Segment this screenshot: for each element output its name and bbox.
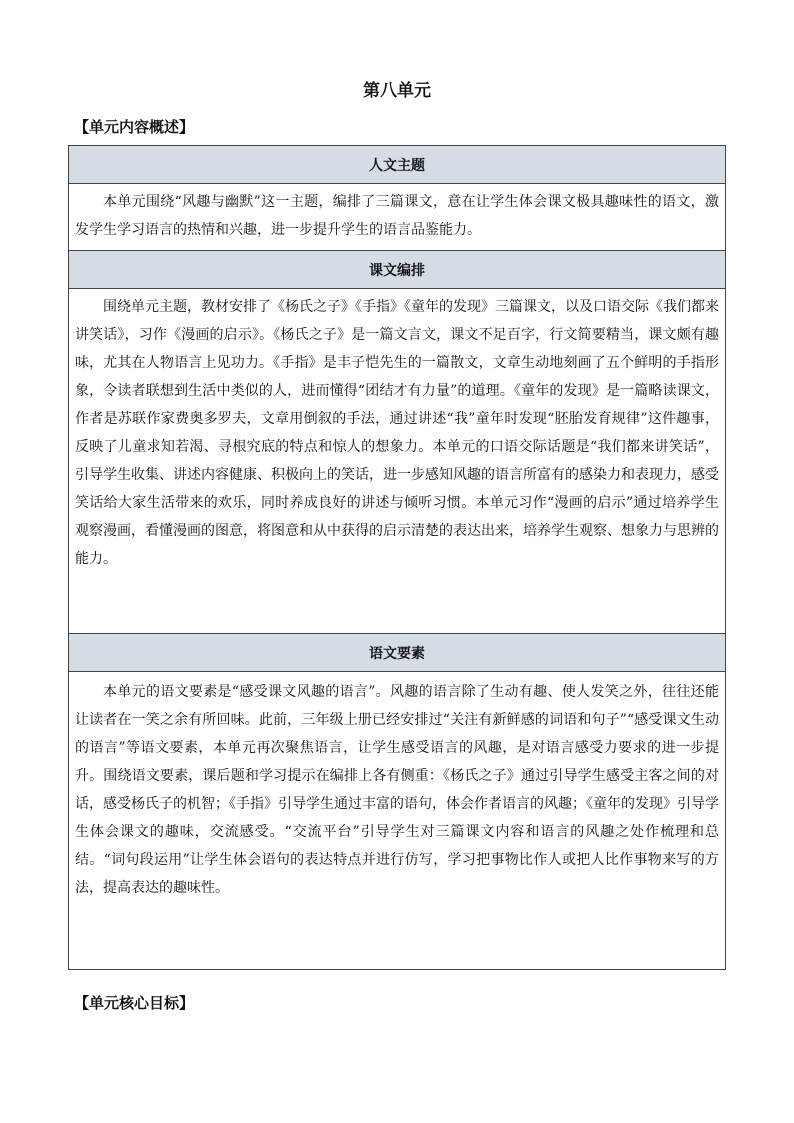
table-row (69, 146, 726, 184)
table-row (69, 184, 726, 251)
section-header-theme: 人文主题 (69, 146, 726, 184)
table-row (69, 289, 726, 634)
core-goals-heading: 【单元核心目标】 (74, 994, 195, 1012)
section-body-theme: 本单元围绕“风趣与幽默”这一主题，编排了三篇课文，意在让学生体会课文极具趣味性的语文，激发学生学习语言的热情和兴趣，进一步提升学生的语言品鉴能力。 (69, 184, 726, 251)
overview-heading: 【单元内容概述】 (74, 118, 195, 136)
section-header-arrangement: 课文编排 (69, 251, 726, 289)
section-header-elements: 语文要素 (69, 634, 726, 672)
table-row (69, 672, 726, 970)
table-row (69, 251, 726, 289)
table-row (69, 634, 726, 672)
page-title: 第八单元 (363, 81, 431, 101)
overview-table (68, 145, 726, 970)
section-body-elements: 本单元的语文要素是“感受课文风趣的语言”。风趣的语言除了生动有趣、使人发笑之外，往往还能让读者在一笑之余有所回味。此前，三年级上册已经安排过“关注有新鲜感的词语和句子”“感受课文生动的语言”等语文要素，本单元再次聚焦语言，让学生感受语言的风趣，是对语言感受力要求的进一步提升。围绕语文要素，课后题和学习提示在编排上各有侧重：《杨氏之子》通过引导学生感受主客之间的对话，感受杨氏子的机智；《手指》引导学生通过丰富的语句，体会作者语言的风趣；《童年的发现》引导学生体会课文的趣味，交流感受。“交流平台”引导学生对三篇课文内容和语言的风趣之处作梳理和总结。“词句段运用”让学生体会语句的表达特点并进行仿写，学习把事物比作人或把人比作事物来写的方法，提高表达的趣味性。 (69, 672, 726, 970)
section-body-arrangement: 围绕单元主题，教材安排了《杨氏之子》《手指》《童年的发现》三篇课文，以及口语交际《我们都来讲笑话》，习作《漫画的启示》。《杨氏之子》是一篇文言文，课文不足百字，行文简要精当，课文颇有趣味，尤其在人物语言上见功力。《手指》是丰子恺先生的一篇散文，文章生动地刻画了五个鲜明的手指形象，令读者联想到生活中类似的人，进而懂得“团结才有力量”的道理。《童年的发现》是一篇略读课文，作者是苏联作家费奥多罗夫，文章用倒叙的手法，通过讲述“我”童年时发现“胚胎发育规律”这件趣事，反映了儿童求知若渴、寻根究底的特点和惊人的想象力。本单元的口语交际话题是“我们都来讲笑话”，引导学生收集、讲述内容健康、积极向上的笑话，进一步感知风趣的语言所富有的感染力和表现力，感受笑话给大家生活带来的欢乐，同时养成良好的讲述与倾听习惯。本单元习作“漫画的启示”通过培养学生观察漫画，看懂漫画的图意，将图意和从中获得的启示清楚的表达出来，培养学生观察、想象力与思辨的能力。 (69, 289, 726, 634)
